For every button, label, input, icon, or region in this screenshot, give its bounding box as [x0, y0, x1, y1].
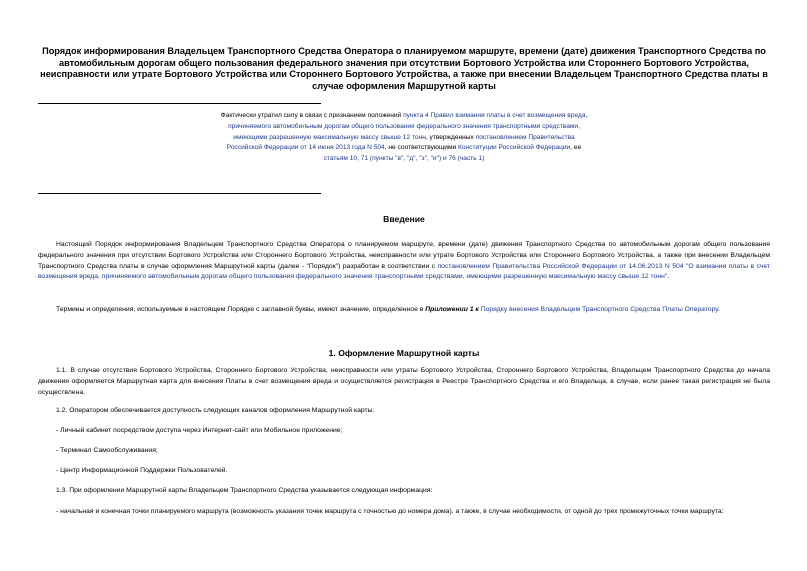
section-1-paragraph-2: 1.2. Оператором обеспечивается доступность следующих каналов оформления Маршрутной карты:	[56, 407, 375, 414]
section-1-paragraph-1: 1.1. В случае отсутствия Бортового Устройства, Стороннего Бортового Устройства, неисправности или утраты Бортового Устройства, Стороннего Бортового Устройства, Владельцем Транспортного Средства до начала движения оформляется Маршрутная карта для внесения Платы в счет возмещения вреда и осуществляется регистрация в Реестре Транспортного Средства и его Владельца, в случае, если ранее такая регистрация не была осуществлена.	[38, 367, 770, 396]
status-text-3: , не соответствующими	[384, 144, 459, 152]
intro-p1-text: Настоящий Порядок информирования Владельцем Транспортного Средства Оператора о планируемом маршруте, времени (дате) движения Транспортного Средства по автомобильным дорогам общего пользования федерального значения при отсутствии Бортового Устройства или Стороннего Бортового Устройства, неисправности или утрате Бортового Устройства или Стороннего Бортового Устройства, а также при внесении Владельцем Транспортного Средства платы в случае оформления Маршрутной карты (далее - "Порядок") разработан в соответствии с	[38, 241, 770, 270]
list-item: - начальная и конечная точки планируемого маршрута (возможность указания точек маршрута с точностью до номера дома), а также, в случае необходимости, от одной до трех промежуточных точки маршрута;	[56, 508, 724, 515]
status-text-4: , ее	[570, 144, 582, 152]
link-resolution-504[interactable]: постановлением Правительства Российской Федерации от 14.06.2013 N 504 "О взимании платы в счет возмещения вреда, причиняемого автомобильным дорогам общего пользования федерального значения транспортными средствами, имеющими разрешенную максимальную массу свыше 12 тонн"	[38, 262, 770, 281]
intro-heading: Введение	[383, 214, 425, 224]
link-rules-point-4[interactable]: пункта 4 Правил взимания платы в счет возмещения вреда, причиняемого автомобильным дорогам общего пользования федерального значения транспортными средствами, имеющими разрешенную максимальную массу свыше 12 тонн	[228, 112, 588, 141]
link-constitution-articles[interactable]: статьям 10, 71 (пункты "в", "д", "з", "и") и 76 (часть 1)	[323, 155, 485, 163]
link-constitution[interactable]: Конституции Российской Федерации	[458, 144, 571, 152]
top-divider	[38, 103, 321, 104]
list-item: - Центр Информационной Поддержки Пользователей.	[56, 467, 228, 474]
list-item: - Терминал Самообслуживания;	[56, 447, 158, 454]
intro-p2-text: Термины и определения, используемые в настоящем Порядке с заглавной буквы, имеют значение, определенное в	[56, 306, 426, 313]
section-1-paragraph-3: 1.3. При оформлении Маршрутной карты Владельцем Транспортного Средства указывается следующая информация:	[56, 487, 433, 494]
intro-p2-end: .	[718, 306, 720, 313]
status-text-1: Фактически утратил силу в связи с признанием положений	[220, 112, 404, 119]
intro-paragraph-2	[38, 305, 770, 316]
bottom-divider	[38, 193, 321, 194]
intro-paragraph-1	[38, 240, 770, 283]
intro-p1-end: .	[667, 273, 670, 281]
list-item: - Личный кабинет посредством доступа через Интернет-сайт или Мобильное приложение;	[56, 427, 343, 434]
link-government-resolution-504[interactable]: постановлением Правительства Российской Федерации от 14 июня 2013 года N 504	[226, 133, 575, 152]
link-payment-procedure[interactable]: Порядку внесения Владельцем Транспортного Средства Платы Оператору	[480, 306, 718, 313]
intro-p2-appendix: Приложении 1 к	[425, 306, 479, 313]
status-text-2: , утвержденных	[425, 133, 476, 141]
status-note	[217, 111, 591, 165]
section-1-heading: 1. Оформление Маршрутной карты	[328, 348, 480, 358]
document-title: Порядок информирования Владельцем Транспортного Средства Оператора о планируемом маршруте, времени (дате) движения Транспортного Средства по автомобильным дорогам общего пользования федерального значения при отсутствии Бортового Устройства или Стороннего Бортового Устройства, неисправности или утрате Бортового Устройства или Стороннего Бортового Устройства, а также при внесении Владельцем Транспортного Средства платы в случае оформления Маршрутной карты	[40, 46, 768, 91]
